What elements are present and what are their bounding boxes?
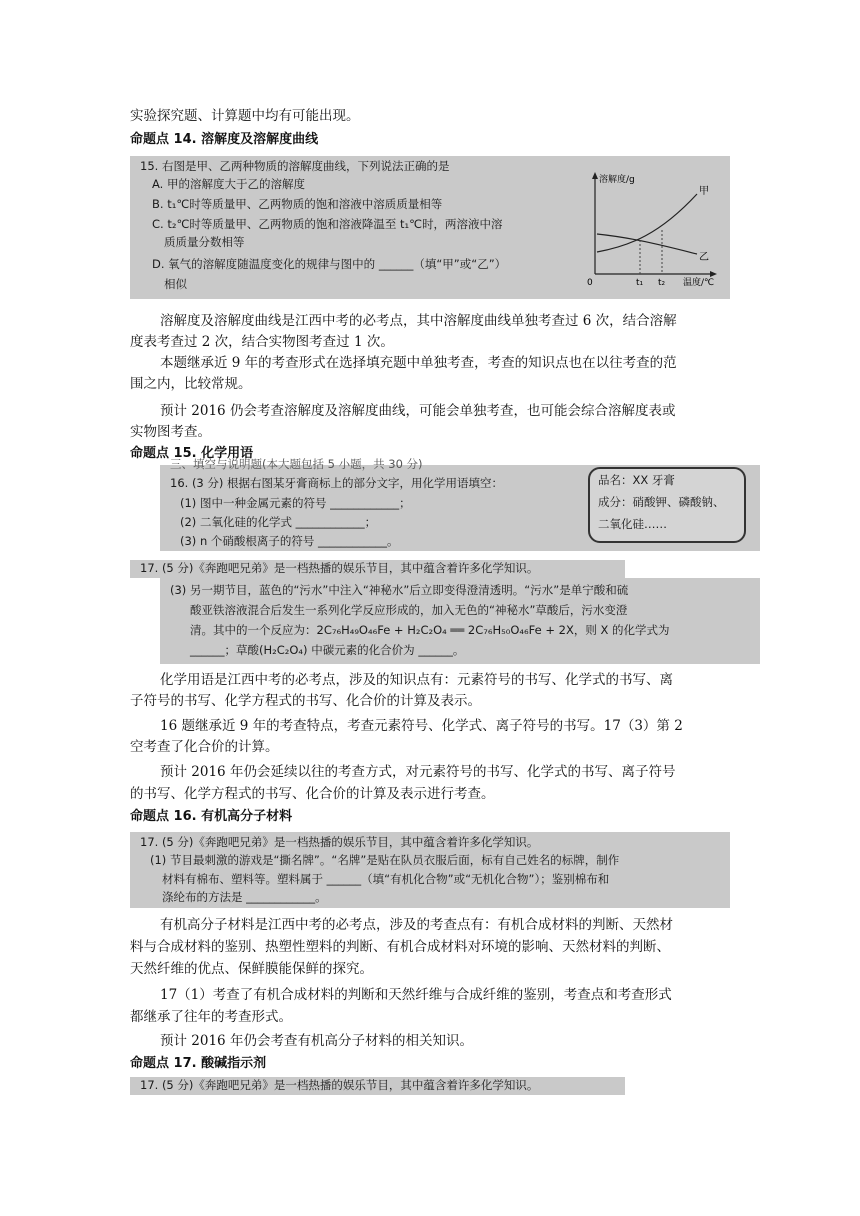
solubility-curve-diagram xyxy=(585,164,727,294)
origin-label: 0 xyxy=(587,278,593,288)
question-option: A. 甲的溶解度大于乙的溶解度 xyxy=(152,177,305,191)
question-image-15 xyxy=(130,156,730,299)
question-line: 材料有棉布、塑料等。塑料属于 ______（填“有机化合物”或“无机化合物”）；鉴别棉布和 xyxy=(162,872,610,886)
paragraph-line: 有机高分子材料是江西中考的必考点，涉及的考查点有：有机合成材料的判断、天然材 xyxy=(160,917,673,933)
paragraph-line: 子符号的书写、化学方程式的书写、化合价的计算及表示。 xyxy=(130,693,481,709)
paragraph-line: 溶解度及溶解度曲线是江西中考的必考点，其中溶解度曲线单独考查过 6 次，结合溶解 xyxy=(160,313,677,329)
paragraph-line: 预计 2016 年仍会延续以往的考查方式，对元素符号的书写、化学式的书写、离子符号 xyxy=(160,764,676,780)
label-line: 成分：硝酸钾、磷酸钠、 xyxy=(598,495,725,509)
question-line: 清。其中的一个反应为：2C₇₆H₄₉O₄₆Fe + H₂C₂O₄ ══ 2C₇₆H₅₀O₄₆Fe + 2X，则 X 的化学式为 xyxy=(190,623,670,637)
intro-line: 实验探究题、计算题中均有可能出现。 xyxy=(130,108,360,124)
paragraph-line: 本题继承近 9 年的考查形式在选择填充题中单独考查，考查的知识点也在以往考查的范 xyxy=(160,355,677,371)
section-heading-17: 命题点 17. 酸碱指示剂 xyxy=(130,1056,267,1071)
question-line: (1) 图中一种金属元素的符号 ____________； xyxy=(180,496,411,510)
question-line: 涤纶布的方法是 ____________。 xyxy=(162,890,327,904)
question-line: ______；草酸(H₂C₂O₄) 中碳元素的化合价为 ______。 xyxy=(190,643,465,657)
paragraph-line: 实物图考查。 xyxy=(130,424,211,440)
question-image-17-part1 xyxy=(130,832,730,908)
series-label-jia: 甲 xyxy=(699,186,709,197)
question-line: (1) 节目最刺激的游戏是“撕名牌”。“名牌”是贴在队员衣服后面，标有自己姓名的标牌，制作 xyxy=(150,853,620,867)
paragraph-line: 16 题继承近 9 年的考查特点，考查元素符号、化学式、离子符号的书写。17（3）第 2 xyxy=(160,718,683,734)
question-line: 17. (5 分)《奔跑吧兄弟》是一档热播的娱乐节目，其中蕴含着许多化学知识。 xyxy=(140,1078,539,1092)
paragraph-line: 预计 2016 年仍会考查有机高分子材料的相关知识。 xyxy=(160,1033,473,1049)
x-axis-arrow xyxy=(710,271,717,277)
paragraph-line: 的书写、化学方程式的书写、化合价的计算及表示进行考查。 xyxy=(130,786,495,802)
series-label-yi: 乙 xyxy=(699,252,709,263)
question-line: 17. (5 分)《奔跑吧兄弟》是一档热播的娱乐节目，其中蕴含着许多化学知识。 xyxy=(140,835,539,849)
question-line: 15. 右图是甲、乙两种物质的溶解度曲线，下列说法正确的是 xyxy=(140,159,450,173)
paragraph-line: 空考查了化合价的计算。 xyxy=(130,739,279,755)
paragraph-line: 都继承了往年的考查形式。 xyxy=(130,1009,292,1025)
curve-jia xyxy=(597,194,697,252)
paragraph-line: 度表考查过 2 次，结合实物图考查过 1 次。 xyxy=(130,334,394,350)
question-line: 酸亚铁溶液混合后发生一系列化学反应形成的，加入无色的“神秘水”草酸后，污水变澄 xyxy=(190,603,628,617)
question-line: 17. (5 分)《奔跑吧兄弟》是一档热播的娱乐节目，其中蕴含着许多化学知识。 xyxy=(140,561,539,575)
y-axis-arrow xyxy=(592,172,598,179)
paragraph-line: 化学用语是江西中考的必考点，涉及的知识点有：元素符号的书写、化学式的书写、离 xyxy=(160,672,673,688)
paragraph-line: 预计 2016 仍会考查溶解度及溶解度曲线，可能会单独考查，也可能会综合溶解度表或 xyxy=(160,403,676,419)
tick-t2: t₂ xyxy=(658,278,666,288)
question-image-17-header-repeat xyxy=(130,1077,625,1095)
cropped-header-line: 三、填空与说明题(本大题包括 5 小题，共 30 分) xyxy=(170,457,423,471)
paragraph-line: 围之内，比较常规。 xyxy=(130,376,252,392)
toothpaste-label-box xyxy=(588,467,746,543)
section-heading-16: 命题点 16. 有机高分子材料 xyxy=(130,809,293,824)
x-axis-label: 温度/℃ xyxy=(683,278,715,288)
label-line: 品名：XX 牙膏 xyxy=(598,473,675,487)
y-axis-label: 溶解度/g xyxy=(599,175,635,185)
question-option: 质质量分数相等 xyxy=(164,235,245,249)
curve-yi xyxy=(597,234,697,254)
section-heading-15: 命题点 15. 化学用语 xyxy=(130,446,254,461)
question-option: 相似 xyxy=(164,277,187,291)
paragraph-line: 天然纤维的优点、保鲜膜能保鲜的探究。 xyxy=(130,961,373,977)
question-line: (3) 另一期节目，蓝色的“污水”中注入“神秘水”后立即变得澄清透明。“污水”是单宁酸和硫 xyxy=(170,583,629,597)
label-line: 二氧化硅…… xyxy=(598,517,667,531)
paragraph-line: 料与合成材料的鉴别、热塑性塑料的判断、有机合成材料对环境的影响、天然材料的判断、 xyxy=(130,939,670,955)
question-line: (2) 二氧化硅的化学式 ____________； xyxy=(180,515,377,529)
question-option: B. t₁℃时等质量甲、乙两物质的饱和溶液中溶质质量相等 xyxy=(152,197,443,211)
tick-t1: t₁ xyxy=(636,278,644,288)
question-image-16 xyxy=(160,457,760,551)
question-line: (3) n 个硝酸根离子的符号 ____________。 xyxy=(180,534,399,548)
question-option: D. 氧气的溶解度随温度变化的规律与图中的 ______（填“甲”或“乙”） xyxy=(152,257,507,271)
question-image-17-header xyxy=(130,560,625,578)
section-heading-14: 命题点 14. 溶解度及溶解度曲线 xyxy=(130,132,319,147)
question-image-17-part3 xyxy=(160,578,760,664)
question-option: C. t₂℃时等质量甲、乙两物质的饱和溶液降温至 t₁℃时，两溶液中溶 xyxy=(152,217,503,231)
question-line: 16. (3 分) 根据右图某牙膏商标上的部分文字，用化学用语填空： xyxy=(170,476,504,490)
paragraph-line: 17（1）考查了有机合成材料的判断和天然纤维与合成纤维的鉴别，考查点和考查形式 xyxy=(160,987,672,1003)
